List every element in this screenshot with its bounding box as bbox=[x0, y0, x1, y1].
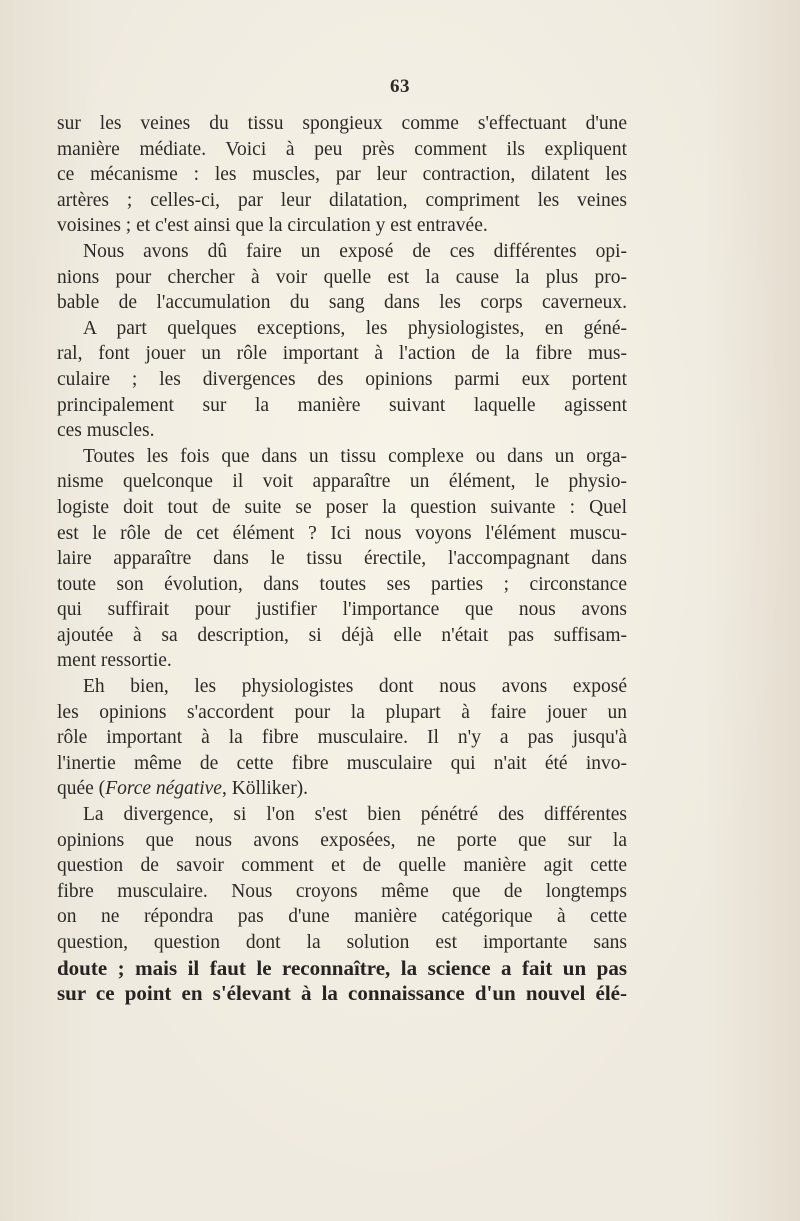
text-line: laire apparaître dans le tissu érectile, l'accompagnant dans bbox=[57, 548, 627, 570]
text-line: manière médiate. Voici à peu près comment ils expliquent bbox=[57, 138, 627, 160]
text-fragment: , Kölliker). bbox=[221, 778, 309, 800]
text-line: fibre musculaire. Nous croyons même que de longtemps bbox=[57, 880, 627, 902]
text-line: A part quelques exceptions, les physiologistes, en géné- bbox=[83, 317, 627, 339]
text-line: bable de l'accumulation du sang dans les corps caverneux. bbox=[57, 292, 627, 314]
text-line: ment ressortie. bbox=[57, 650, 172, 672]
text-line: sur les veines du tissu spongieux comme s'effectuant d'une bbox=[57, 113, 627, 134]
text-line: Eh bien, les physiologistes dont nous avons exposé bbox=[83, 676, 627, 698]
text-line: ces muscles. bbox=[57, 420, 155, 442]
text-line: nisme quelconque il voit apparaître un élément, le physio- bbox=[57, 471, 627, 493]
text-line-with-citation bbox=[57, 776, 627, 802]
text-line: rôle important à la fibre musculaire. Il n'y a pas jusqu'à bbox=[57, 727, 627, 749]
text-line: culaire ; les divergences des opinions parmi eux portent bbox=[57, 368, 627, 390]
text-line: qui suffirait pour justifier l'importance que nous avons bbox=[57, 599, 627, 621]
text-line: Nous avons dû faire un exposé de ces différentes opi- bbox=[83, 240, 627, 262]
text-line: les opinions s'accordent pour la plupart à faire jouer un bbox=[57, 701, 627, 723]
text-line: est le rôle de cet élément ? Ici nous voyons l'élément muscu- bbox=[57, 522, 627, 544]
text-line: artères ; celles-ci, par leur dilatation, compriment les veines bbox=[57, 189, 627, 211]
text-line: nions pour chercher à voir quelle est la cause la plus pro- bbox=[57, 266, 627, 288]
text-line: principalement sur la manière suivant laquelle agissent bbox=[57, 394, 627, 416]
text-line: doute ; mais il faut le reconnaître, la science a fait un pas bbox=[57, 955, 627, 980]
text-line: question de savoir comment et de quelle manière agit cette bbox=[57, 855, 627, 877]
body-text bbox=[57, 111, 627, 1007]
text-line: ral, font jouer un rôle important à l'action de la fibre mus- bbox=[57, 343, 627, 365]
text-line: sur ce point en s'élevant à la connaissance d'un nouvel élé- bbox=[57, 981, 627, 1006]
text-fragment: quée ( bbox=[57, 778, 106, 800]
text-line: opinions que nous avons exposées, ne porte que sur la bbox=[57, 829, 627, 851]
italic-term: Force négative bbox=[105, 778, 222, 800]
text-line: l'inertie même de cette fibre musculaire qui n'ait été invo- bbox=[57, 752, 627, 774]
text-line: on ne répondra pas d'une manière catégorique à cette bbox=[57, 906, 627, 928]
text-line: La divergence, si l'on s'est bien pénétré des différentes bbox=[83, 804, 627, 826]
text-line: ajoutée à sa description, si déjà elle n'était pas suffisam- bbox=[57, 624, 627, 646]
text-line: ce mécanisme : les muscles, par leur contraction, dilatent les bbox=[57, 164, 627, 186]
text-line: logiste doit tout de suite se poser la question suivante : Quel bbox=[57, 496, 627, 518]
text-line: Toutes les fois que dans un tissu complexe ou dans un orga- bbox=[83, 445, 627, 467]
page-number: 63 bbox=[390, 76, 410, 97]
text-line: voisines ; et c'est ainsi que la circulation y est entravée. bbox=[57, 215, 488, 237]
text-line: toute son évolution, dans toutes ses parties ; circonstance bbox=[57, 573, 627, 595]
text-line: question, question dont la solution est importante sans bbox=[57, 932, 627, 953]
